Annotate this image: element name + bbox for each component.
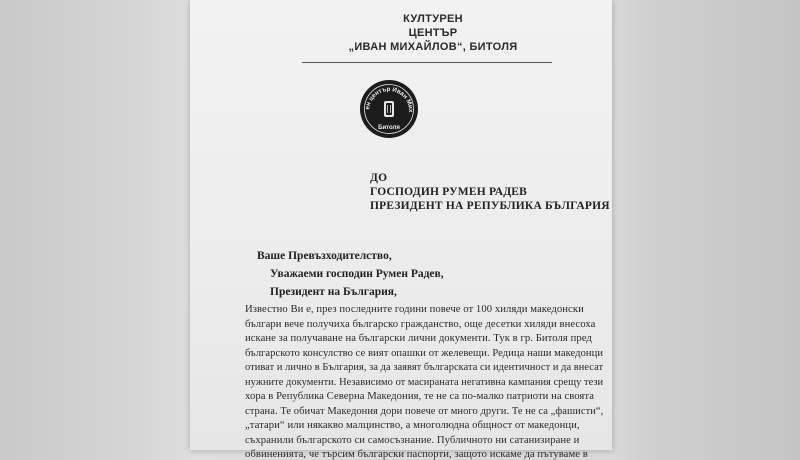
recipient-line-3: ПРЕЗИДЕНТ НА РЕПУБЛИКА БЪЛГАРИЯ <box>370 200 610 212</box>
letterhead-line-1: КУЛТУРЕН <box>403 13 463 25</box>
letterhead-divider <box>302 62 552 63</box>
salutation-line-2: Уважаеми господин Румен Радев, <box>270 268 444 280</box>
seal-arc-text: ен център Иван Мих <box>364 85 415 113</box>
body-text-line: нужните документи. Независимо от масираната негативна кампания срещу тези <box>245 375 604 388</box>
body-text-line: страна. Те обичат Македония дори повече от много други. Те не са „фашисти“, <box>245 404 604 417</box>
recipient-line-1: ДО <box>370 172 388 184</box>
body-text-line: българското консулство се вият опашки от желевещи. Редица наши македонци <box>245 346 604 359</box>
letter-page <box>190 0 612 460</box>
body-text-line: съхранили българското си самосъзнание. Публичното ни сатанизиране и <box>245 433 580 446</box>
body-text-line: обвиненията, че търсим български паспорти, защото искаме да пътуваме в <box>245 448 588 460</box>
body-text-line: хора в Република Северна Македония, те не са по-малко патриоти на своята <box>245 390 595 402</box>
organization-seal <box>360 80 418 138</box>
letterhead-line-2: ЦЕНТЪР <box>408 27 458 39</box>
body-text-line: „татари“ или някакво малцинство, а многолюдна общност от македонци, <box>245 419 580 431</box>
seal-bottom-text: Битоля <box>378 125 400 131</box>
body-text-line: отиват и лично в България, за да заявят българската си идентичност и да внесат <box>245 361 604 373</box>
letterhead-line-3: „ИВАН МИХАЙЛОВ“, БИТОЛЯ <box>348 41 518 53</box>
body-text-line: българи вече получиха българско гражданство, още десетки хиляди внесоха <box>245 317 596 330</box>
recipient-line-2: ГОСПОДИН РУМЕН РАДЕВ <box>370 186 528 198</box>
body-text-line: Известно Ви е, през последните години повече от 100 хиляди македонски <box>245 303 584 315</box>
body-text-line: искане за получаване на български лични документи. Тук в гр. Битоля пред <box>245 332 592 344</box>
salutation-line-3: Президент на България, <box>270 286 397 298</box>
salutation-line-1: Ваше Превъзходителство, <box>257 250 392 262</box>
seal-emblem-icon <box>360 80 418 138</box>
